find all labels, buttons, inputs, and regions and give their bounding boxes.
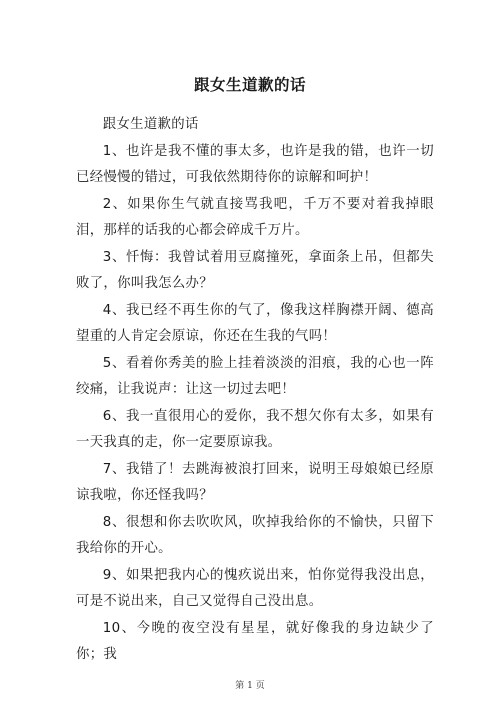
paragraph: 7、我错了！去跳海被浪打回来，说明王母娘娘已经原谅我啦，你还怪我吗？ [76, 461, 434, 503]
page-number: 第 1 页 [235, 681, 265, 691]
paragraph: 4、我已经不再生你的气了，像我这样胸襟开阔、德高望重的人肯定会原谅，你还在生我的气吗！ [76, 302, 434, 344]
paragraph: 10、今晚的夜空没有星星，就好像我的身边缺少了你；我 [76, 620, 434, 662]
paragraph: 8、很想和你去吹吹风，吹掉我给你的不愉快，只留下我给你的开心。 [76, 514, 434, 556]
document-body [76, 112, 434, 669]
paragraph: 6、我一直很用心的爱你，我不想欠你有太多，如果有一天我真的走，你一定要原谅我。 [76, 408, 434, 450]
paragraph: 5、看着你秀美的脸上挂着淡淡的泪痕，我的心也一阵绞痛，让我说声：让这一切过去吧！ [76, 355, 434, 397]
paragraph: 3、忏悔：我曾试着用豆腐撞死，拿面条上吊，但都失败了，你叫我怎么办？ [76, 249, 434, 291]
paragraph: 9、如果把我内心的愧疚说出来，怕你觉得我没出息，可是不说出来，自己又觉得自己没出息。 [76, 567, 434, 609]
document-title: 跟女生道歉的话 [193, 76, 306, 94]
paragraph: 2、如果你生气就直接骂我吧，千万不要对着我掉眼泪，那样的话我的心都会碎成千万片。 [76, 196, 434, 238]
paragraph: 跟女生道歉的话 [102, 117, 199, 132]
paragraph: 1、也许是我不懂的事太多，也许是我的错，也许一切已经慢慢的错过，可我依然期待你的谅解和呵护！ [76, 143, 434, 185]
